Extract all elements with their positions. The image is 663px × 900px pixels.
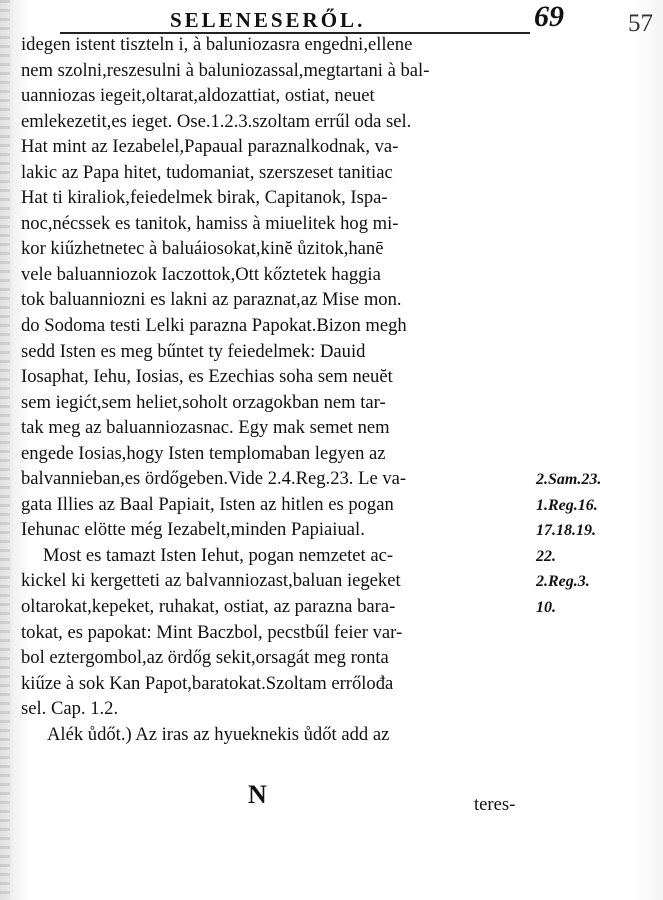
text-line: nem szolni,reszesulni à baluniozassal,megtartani à bal-: [21, 59, 430, 81]
text-line: Most es tamazt Isten Iehut, pogan nemzetet ac-: [43, 544, 394, 566]
catchword: teres-: [474, 794, 516, 815]
text-line: Hat mint az Iezabelel,Papaual paraznalkodnak, va-: [21, 136, 399, 158]
text-line: kickel ki kergetteti az balvanniozast,baluan iegeket: [21, 570, 401, 592]
text-line: gata Illies az Baal Papiait, Isten az hitlen es pogan: [21, 493, 394, 515]
marginal-reference: 2.Sam.23.: [536, 471, 602, 488]
text-line: balvannieban,es ördőgeben.Vide 2.4.Reg.23. Le va-: [21, 468, 407, 490]
text-line: kor kiűzhetnetec à baluáiosokat,kinĕ ůzitok,hanē: [21, 238, 384, 260]
text-line: sel. Cap. 1.2.: [21, 698, 119, 720]
text-line: noc,nécssek es tanitok, hamiss à miuelitek hog mi-: [21, 212, 399, 234]
marginal-reference: 22.: [536, 548, 556, 565]
binding-edge-shadow: [0, 0, 10, 900]
marginal-reference: 2.Reg.3.: [536, 573, 590, 590]
main-text-block: [21, 32, 541, 747]
marginal-reference: 1.Reg.16.: [536, 497, 598, 514]
text-line: sem iegićt,sem heliet,soholt orzagokban nem tar-: [21, 391, 386, 413]
text-line: Alék ůdőt.) Az iras az hyueknekis ůdőt add az: [47, 723, 390, 745]
folio-number: 69: [534, 0, 564, 33]
running-title: SELENESERŐL.: [170, 8, 366, 32]
marginal-reference: 10.: [536, 599, 556, 616]
signature-mark: N: [248, 780, 267, 809]
text-line: engede Iosias,hogy Isten templomaban legyen az: [21, 442, 386, 464]
text-line: tokat, es papokat: Mint Baczbol, pecstbűl feier var-: [21, 621, 403, 643]
text-line: lakic az Papa hitet, tudomaniat, szerszeset tanitiac: [21, 161, 393, 183]
text-line: sedd Isten es meg bűntet ty feiedelmek: Dauid: [21, 340, 366, 362]
text-line: uanniozas iegeit,oltarat,aldozattiat, ostiat, neuet: [21, 85, 375, 107]
text-line: tak meg az baluanniozasnac. Egy mak semet nem: [21, 417, 390, 439]
marginal-reference: 17.18.19.: [536, 522, 596, 539]
text-line: vele baluanniozok Iaczottok,Ott kőztetek haggia: [21, 263, 381, 285]
text-line: idegen istent tiszteln i, à baluniozasra engedni,ellene: [21, 34, 413, 55]
text-line: kiűze à sok Kan Papot,baratokat.Szoltam errőlođa: [21, 672, 394, 694]
text-line: do Sodoma testi Lelki parazna Papokat.Bizon megh: [21, 315, 407, 337]
text-line: Iehunac elötte még Iezabelt,minden Papiaiual.: [21, 519, 365, 541]
text-line: emlekezetit,es ieget. Ose.1.2.3.szoltam errűl oda sel.: [21, 110, 412, 132]
text-line: tok baluanniozni es lakni az paraznat,az Mise mon.: [21, 289, 402, 311]
text-line: oltarokat,kepeket, ruhakat, ostiat, az parazna bara-: [21, 596, 396, 618]
text-line: Hat ti kiraliok,feiedelmek birak, Capitanok, Ispa-: [21, 187, 388, 209]
text-line: Iosaphat, Iehu, Iosias, es Ezechias soha sem neuĕt: [21, 366, 393, 388]
handwritten-folio-number: 57: [628, 10, 653, 37]
text-line: bol eztergombol,az ördőg sekit,orsagát meg ronta: [21, 647, 389, 669]
